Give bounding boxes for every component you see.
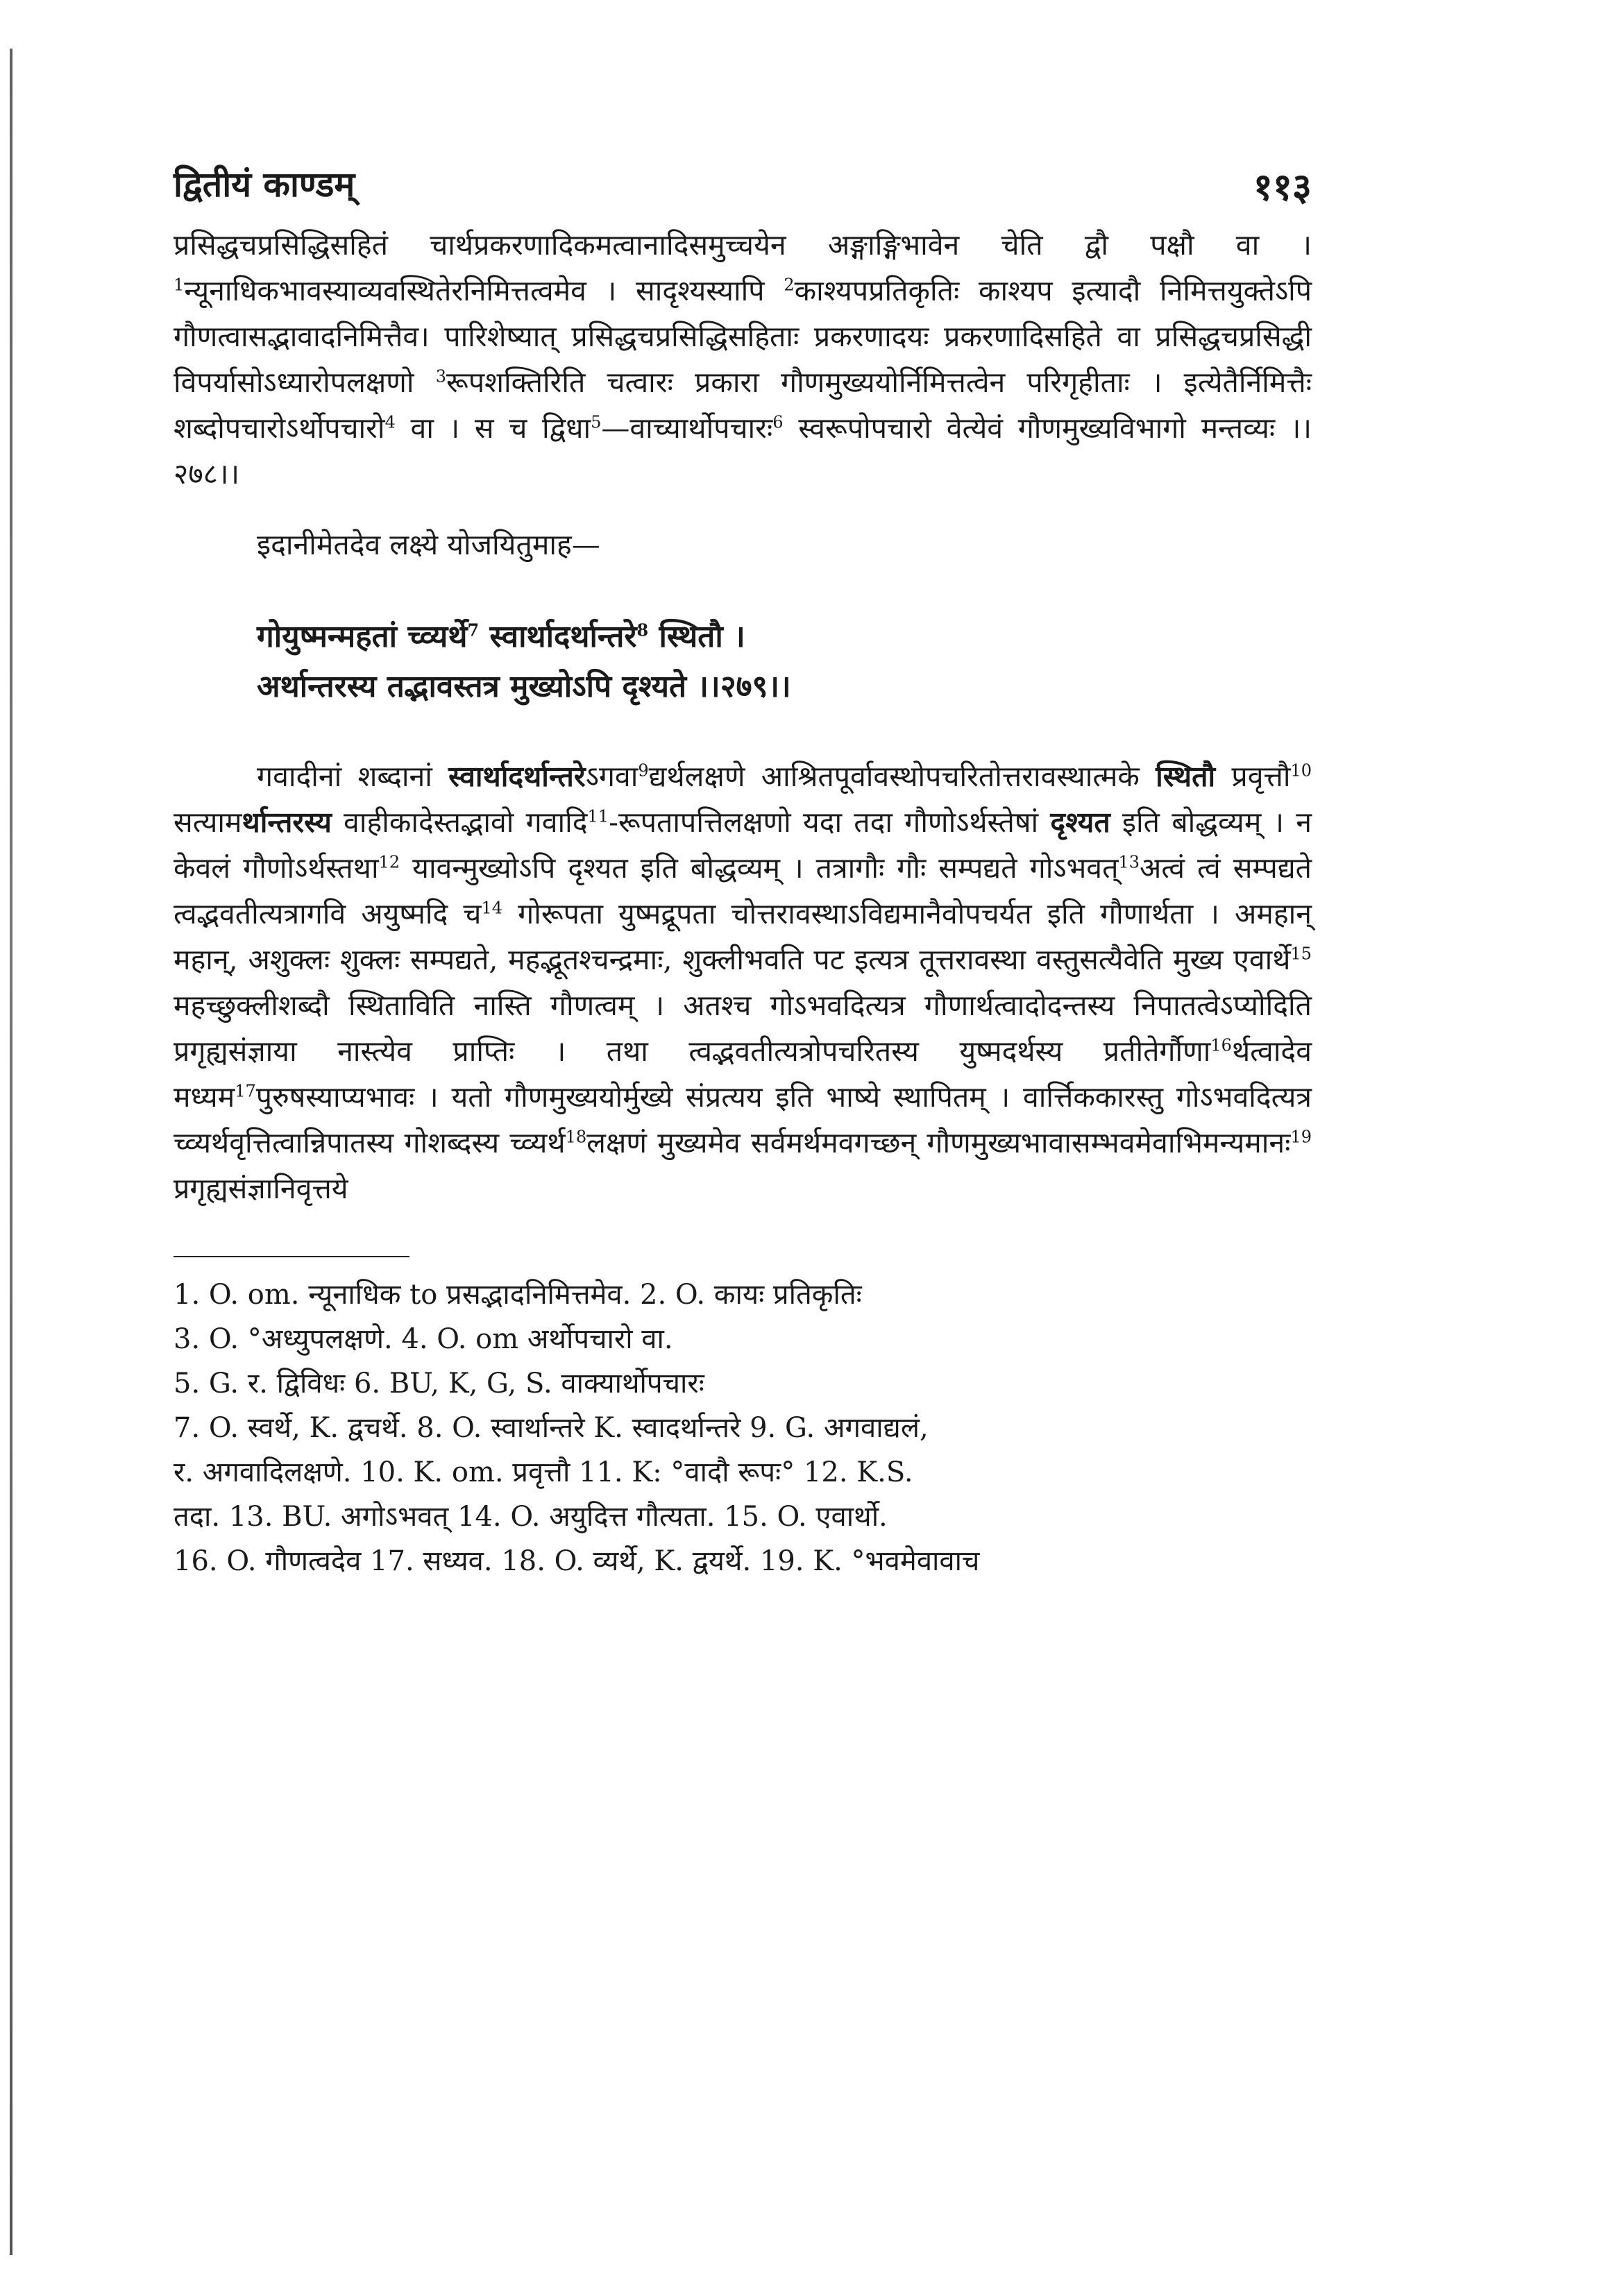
footnote-ref: 6	[772, 412, 784, 432]
verse-279	[257, 612, 1312, 712]
footnote-ref: 1	[174, 275, 185, 295]
footnote-ref: 12	[378, 852, 400, 872]
footnote-ref: 18	[565, 1127, 587, 1147]
commentary-block-278: प्रसिद्धचप्रसिद्धिसहितं चार्थप्रकरणादिकमत्वानादिसमुच्चयेन अङ्गाङ्गिभावेन चेति द्वौ पक्षौ वा । $^1$न्यूनाधिकभावस्याव्यवस्थितेरनिमित्तत्वमेव । सादृश्यस्यापि $^2$काश्यपप्रतिकृतिः काश्यप इत्यादौ निमित्तयुक्तेऽपि गौणत्वासद्भावादनिमित्तैव। पारिशेष्यात् प्रसिद्धचप्रसिद्धिसहिताः प्रकरणादयः प्रकरणादिसहिते वा प्रसिद्धचप्रसिद्धी विपर्यासोऽध्यारोपलक्षणो $^3$रूपशक्तिरिति चत्वारः प्रकारा गौणमुख्ययोर्निमित्तत्वेन परिगृहीताः । इत्येतैर्निमित्तैः शब्दोपचारोऽर्थोपचारो$^4$ वा । स च द्विधा$^5$—वाच्यार्थोपचारः$^6$ स्वरूपोपचारो वेत्येवं गौणमुख्यविभागो मन्तव्यः ।।२७८।।	[174, 228, 1312, 491]
verse-line-1: गोयुष्मन्महतां च्व्यर्थे$^7$ स्वार्थादर्थान्तरे$^8$ स्थितौ ।	[257, 619, 745, 654]
footnote-ref: 7	[467, 620, 480, 640]
footnote-line: 16. O. गौणत्वदेव 17. सध्यव. 18. O. व्यर्थे, K. द्वयर्थे. 19. K. °भवमेवावाच	[174, 1545, 980, 1577]
footnote-ref: 16	[1210, 1035, 1232, 1055]
footnote-ref: 11	[587, 806, 609, 826]
footnote-line: 3. O. °अध्युपलक्षणे. 4. O. om अर्थोपचारो वा.	[174, 1323, 673, 1355]
footnote-line: 1. O. om. न्यूनाधिक to प्रसद्भादनिमित्तमेव. 2. O. कायः प्रतिकृतिः	[174, 1279, 862, 1311]
footnote-ref: 10	[1290, 760, 1312, 781]
footnote-ref: 8	[636, 620, 649, 640]
footnote-line: 5. G. र. द्विविधः 6. BU, K, G, S. वाक्यार्थोपचारः	[174, 1368, 704, 1400]
page-margin-line	[10, 49, 12, 2255]
page-number: ११३	[1253, 164, 1312, 209]
footnote-ref: 15	[1290, 944, 1312, 964]
footnote-divider	[174, 1256, 409, 1257]
footnote-line: तदा. 13. BU. अगोऽभवत् 14. O. अयुदित्त गौत्यता. 15. O. एवार्थो.	[174, 1501, 888, 1533]
footnote-ref: 4	[384, 412, 396, 432]
verse-line-2: अर्थान्तरस्य तद्भावस्तत्र मुख्योऽपि दृश्यते ।।२७९।।	[257, 669, 791, 704]
footnotes	[174, 1273, 1312, 1583]
page-header	[174, 160, 1312, 222]
footnote-ref: 2	[784, 275, 795, 295]
footnote-ref: 19	[1290, 1127, 1312, 1147]
footnote-ref: 5	[591, 412, 602, 432]
footnote-ref: 14	[481, 898, 502, 918]
footnote-line: 7. O. स्वर्थे, K. द्वचर्थे. 8. O. स्वार्थान्तरे K. स्वादर्थान्तरे 9. G. अगवाद्यलं,	[174, 1412, 929, 1444]
commentary-block-279: गवादीनां शब्दानां स्वार्थादर्थान्तरेऽगवा$^9$द्यर्थलक्षणे आश्रितपूर्वावस्थोपचरितोत्तरावस्थात्मके स्थितौ प्रवृत्तौ$^{10}$ सत्यामर्थान्तरस्य वाहीकादेस्तद्भावो गवादि$^{11}$-रूपतापत्तिलक्षणो यदा तदा गौणोऽर्थस्तेषां दृश्यत इति बोद्धव्यम् । न केवलं गौणोऽर्थस्तथा$^{12}$ यावन्मुख्योऽपि दृश्यत इति बोद्धव्यम् । तत्रागौः गौः सम्पद्यते गोऽभवत्$^{13}$अत्वं त्वं सम्पद्यते त्वद्भवतीत्यत्रागवि अयुष्मदि च$^{14}$ गोरूपता युष्मद्रूपता चोत्तरावस्थाऽविद्यमानैवोपचर्यत इति गौणार्थता । अमहान् महान्, अशुक्लः शुक्लः सम्पद्यते, महद्भूतश्चन्द्रमाः, शुक्लीभवति पट इत्यत्र तूत्तरावस्था वस्तुसत्यैवेति मुख्य एवार्थे$^{15}$ महच्छुक्लीशब्दौ स्थिताविति नास्ति गौणत्वम् । अतश्च गोऽभवदित्यत्र गौणार्थत्वादोदन्तस्य निपातत्वेऽप्योदिति प्रगृह्यसंज्ञाया नास्त्येव प्राप्तिः । तथा त्वद्भवतीत्यत्रोपचरितस्य युष्मदर्थस्य प्रतीतेर्गौणा$^{16}$र्थत्वादेव मध्यम$^{17}$पुरुषस्याप्यभावः । यतो गौणमुख्ययोर्मुख्ये संप्रत्यय इति भाष्ये स्थापितम् । वार्त्तिककारस्तु गोऽभवदित्यत्र च्व्यर्थवृत्तित्वान्निपातस्य गोशब्दस्य च्व्यर्थ$^{18}$लक्षणं मुख्यमेव सर्वमर्थमवगच्छन् गौणमुख्यभावासम्भवमेवाभिमन्यमानः$^{19}$ प्रगृह्यसंज्ञानिवृत्तये	[174, 760, 1312, 1205]
footnote-ref: 13	[1118, 852, 1140, 872]
page	[174, 160, 1312, 1583]
footnote-ref: 3	[435, 366, 446, 386]
footnote-ref: 9	[638, 760, 649, 781]
intro-line: इदानीमेतदेव लक्ष्ये योजयितुमाह—	[257, 528, 600, 561]
footnote-ref: 17	[235, 1081, 256, 1101]
footnote-line: र. अगवादिलक्षणे. 10. K. om. प्रवृत्तौ 11. K: °वादौ रूपः° 12. K.S.	[174, 1456, 913, 1488]
running-title: द्वितीयं काण्डम्	[174, 164, 355, 205]
